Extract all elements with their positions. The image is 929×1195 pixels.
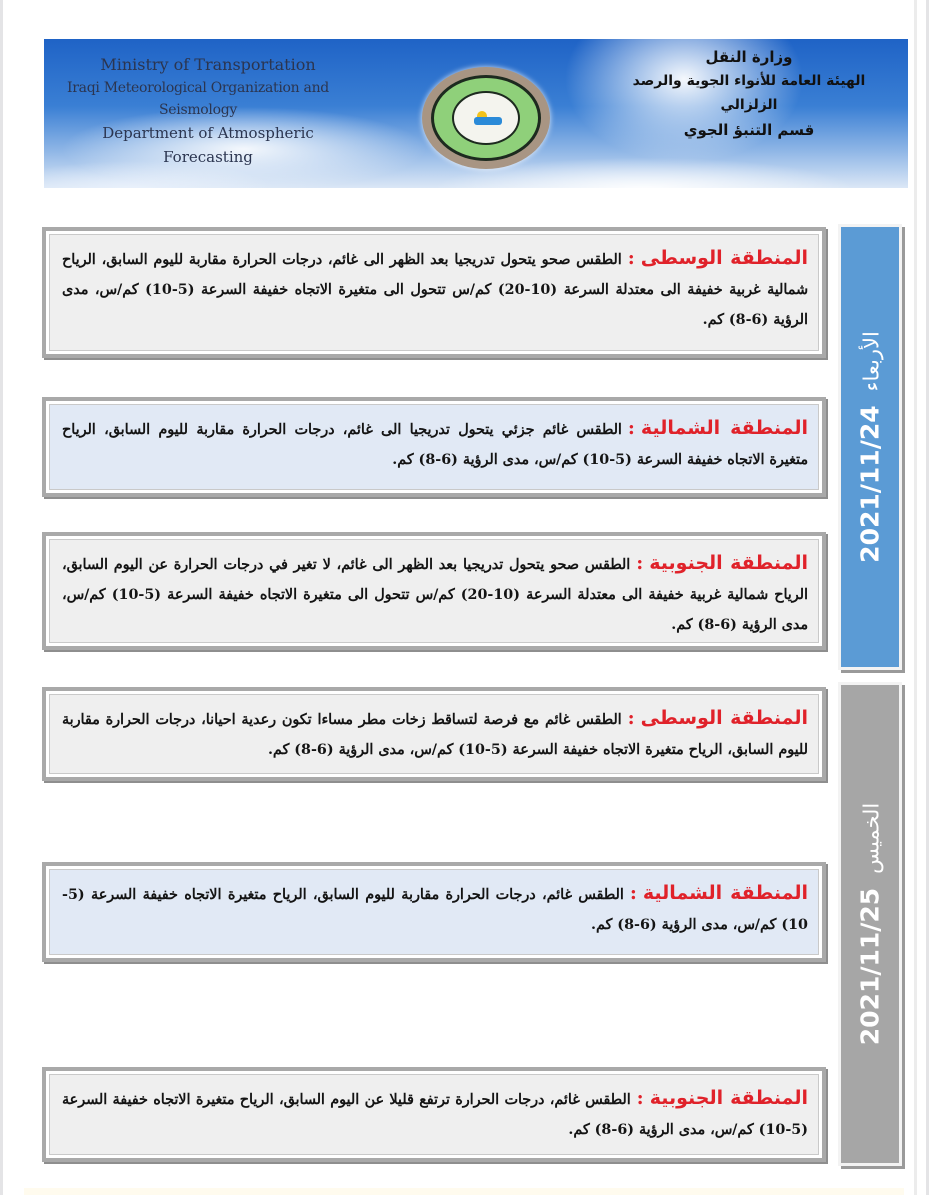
organization-name-en: Iraqi Meteorological Organization and Seismology xyxy=(67,80,329,118)
region-separator: : xyxy=(636,552,644,574)
date-text: 2021/11/25 xyxy=(855,887,885,1046)
region-label: المنطقة الوسطى xyxy=(640,707,808,729)
region-label: المنطقة الجنوبية xyxy=(649,552,808,574)
organization-name-ar: الهيئة العامة للأنواء الجوية والرصد الزلزالي xyxy=(632,73,866,113)
region-label: المنطقة الوسطى xyxy=(640,247,809,269)
forecast-text: الطقس صحو يتحول تدريجيا بعد الظهر الى غائم، درجات الحرارة مقاربة لليوم السابق، الرياح شمالية غربية خفيفة الى معتدلة السرعة (10-20) كم/س تتحول الى متغيرة الاتجاه خفيفة السرعة (5-10) كم/س، مدى الرؤية (6-8) كم. xyxy=(62,252,809,328)
page-bottom-band xyxy=(24,1188,904,1195)
region-separator: : xyxy=(627,707,635,729)
forecast-box-day2-central xyxy=(42,687,826,781)
forecast-text: الطقس غائم مع فرصة لتساقط زخات مطر مساءا تكون رعدية احيانا، درجات الحرارة مقاربة لليوم السابق، الرياح متغيرة الاتجاه خفيفة السرعة (5-10) كم/س، مدى الرؤية (6-8) كم. xyxy=(62,712,808,758)
day-name: الخميس xyxy=(859,802,884,874)
department-name-en: Department of Atmospheric Forecasting xyxy=(102,124,314,166)
region-label: المنطقة الشمالية xyxy=(640,417,808,439)
region-label: المنطقة الشمالية xyxy=(642,882,808,904)
region-separator: : xyxy=(627,417,635,439)
region-separator: : xyxy=(627,247,635,269)
forecast-text: الطقس غائم جزئي يتحول تدريجيا الى غائم، درجات الحرارة مقاربة لليوم السابق، الرياح متغيرة الاتجاه خفيفة السرعة (5-10) كم/س، مدى الرؤية (6-8) كم. xyxy=(62,422,808,468)
region-separator: : xyxy=(629,882,637,904)
date-label xyxy=(856,331,885,563)
region-label: المنطقة الجنوبية xyxy=(649,1087,808,1109)
page-divider xyxy=(914,0,917,1195)
header-banner xyxy=(44,39,908,188)
forecast-box-day2-north xyxy=(42,862,826,962)
department-name-ar: قسم التنبؤ الجوي xyxy=(683,121,815,139)
forecast-text: الطقس صحو يتحول تدريجيا بعد الظهر الى غائم، لا تغير في درجات الحرارة عن اليوم السابق، الرياح شمالية غربية خفيفة الى معتدلة السرعة (10-20) كم/س تتحول الى متغيرة الاتجاه خفيفة السرعة (5-10) كم/س، مدى الرؤية (6-8) كم. xyxy=(62,557,808,633)
date-panel-day-2 xyxy=(838,682,902,1166)
forecast-text: الطقس غائم، درجات الحرارة مقاربة لليوم السابق، الرياح متغيرة الاتجاه خفيفة السرعة (5-10) كم/س، مدى الرؤية (6-8) كم. xyxy=(62,887,808,933)
date-text: 2021/11/24 xyxy=(855,405,885,563)
header-english-text xyxy=(58,53,358,169)
region-separator: : xyxy=(636,1087,644,1109)
ministry-name-ar: وزارة النقل xyxy=(705,48,793,66)
forecast-box-day1-north xyxy=(42,397,826,497)
forecast-text: الطقس غائم، درجات الحرارة ترتفع قليلا عن اليوم السابق، الرياح متغيرة الاتجاه خفيفة السرعة (5-10) كم/س، مدى الرؤية (6-8) كم. xyxy=(62,1092,808,1138)
organization-seal-icon xyxy=(422,67,550,169)
day-name: الأربعاء xyxy=(859,331,884,392)
page-edge-left xyxy=(0,0,3,1195)
forecast-box-day1-central xyxy=(42,227,826,358)
forecast-box-day1-south xyxy=(42,532,826,650)
ministry-name-en: Ministry of Transportation xyxy=(100,55,316,74)
map-icon xyxy=(474,117,502,125)
forecast-box-day2-south xyxy=(42,1067,826,1162)
date-panel-day-1 xyxy=(838,224,902,670)
header-arabic-text xyxy=(604,45,894,143)
date-label xyxy=(856,803,885,1045)
